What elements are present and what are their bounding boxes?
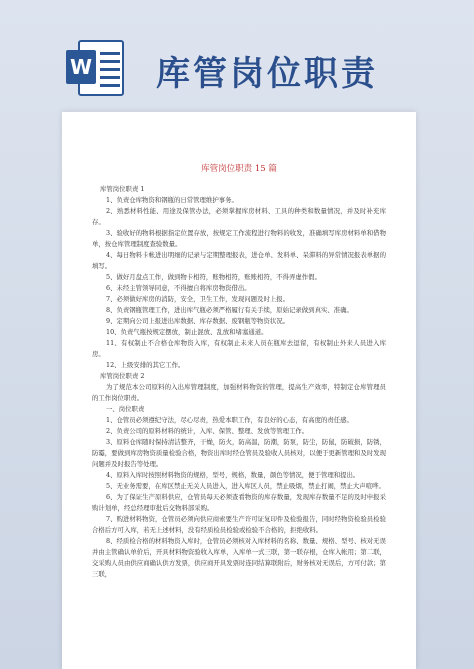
paragraph: 11、有权制止不合格仓库物资入库，有权制止未来人员在瓶库去逗留，有权制止外来人员进入库房。	[92, 339, 386, 358]
paragraph: 3、验收好的物料根据指定位置存放，按规定工作流程进行物料的收发，准确填写库房材料单和借物单，按仓库管理制度查验数量。	[92, 229, 386, 248]
paragraph: 2、熟悉材料性能、用途及保管办法，必须掌握库房材料、工具的种类和数量情况，并及时补充库存。	[92, 207, 386, 226]
word-letter-badge: W	[66, 50, 96, 84]
header-banner	[0, 0, 474, 108]
paragraph: 8、负责钢瓶管理工作，进出库气瓶必须严格履行有关手续，原始记录做到真实、准确。	[106, 306, 353, 314]
document-body	[92, 184, 386, 580]
word-document-icon	[66, 40, 124, 96]
paragraph: 3、原料仓库随时保持清洁整齐，干燥，防火，防高温，防潮，防泵，防尘，防鼠，防破损，防锈，防霉，要做到库房物资质量检验合格，物资出库时经仓管员及验收人员核对，以便于更新管理和及时发现问题并及时报告等处理。	[92, 438, 386, 468]
document-page	[62, 112, 416, 669]
paragraph: 4、每日物料卡帐进出明细的记录与定期整理报表，进仓单、发料单、呆滞料的异常情况报表单据的填写。	[92, 251, 386, 270]
section-heading: 库管岗位职责 1	[100, 185, 145, 193]
paragraph: 为了规范本公司原料的入出库管理制度，加强材料物资的管理，提高生产效率，特制定仓库管理员的工作岗位职责。	[92, 383, 386, 402]
paragraph: 10、负责气瓶按规定摆放，制止混放、乱放和堵塞通道。	[106, 328, 268, 336]
paragraph: 2、负责公司的原料材料的统计，入库、保管、整理、发放等管理工作。	[106, 427, 309, 435]
paragraph: 4、原料入库时按照材料物资的规格，型号，规格，数量，颜色等情况，便于管理和提出。	[106, 471, 360, 479]
document-title: 库管岗位职责 15 篇	[201, 164, 277, 174]
paragraph: 5、无业务需要，在库区禁止无关人员进入，进入库区人员，禁止吸烟，禁止打闹，禁止大声喧哗。	[106, 482, 385, 490]
paragraph: 1、负责仓库物资和钢瓶的日常管理维护事务。	[106, 196, 238, 204]
paragraph: 1、仓管员必须遵纪守法，尽心尽责，热爱本职工作，有良好的心态，有高度的责任感。	[106, 416, 353, 424]
paragraph: 9、定期向公司上报进出库数据、库存数据、废钢瓶等物资状况。	[106, 317, 290, 325]
paragraph: 8、经质检合格的材料物资入库时，仓管员必须核对入库材料的名称、数量、规格、型号、核对无误并由主管确认单价后，开具材料物资验收入库单，入库单一式三联，第一联存根，仓库入帐用；第二联，交采购人员由供应商确认供方发票，供应商开具发票时连同结算联附后，财务核对无误后，方可付款；第三联，	[92, 537, 386, 578]
paragraph: 6、为了保证生产原料供应，仓管员每天必须查看物资的库存数量，发现库存数量不足的及时申报采购计划单，经总经理审批后交物料部采购。	[92, 493, 386, 512]
paragraph: 7、购进材料物资，仓管员必须向供应商索要生产许可证复印件及检验报告，同时经物资检验员检验合格后方可入库，若无上述材料，没有经质检员检验或检验不合格的，拒绝收料。	[92, 515, 386, 534]
paragraph: 一、岗位职责	[106, 405, 145, 413]
section-heading: 库管岗位职责 2	[100, 372, 145, 380]
paragraph: 12、上级安排的其它工作。	[106, 361, 185, 369]
paragraph: 7、必须做好库房的消防，安全，卫生工作，发现问题及时上报。	[106, 295, 290, 303]
page-title: 库管岗位职责	[156, 54, 378, 94]
paragraph: 5、做好月盘点工作，做到物卡相符，账物相符，账账相符，不得弄虚作假。	[106, 273, 321, 281]
paragraph: 6、未经主管领导同意，不得擅自将库房物资借出。	[106, 284, 251, 292]
